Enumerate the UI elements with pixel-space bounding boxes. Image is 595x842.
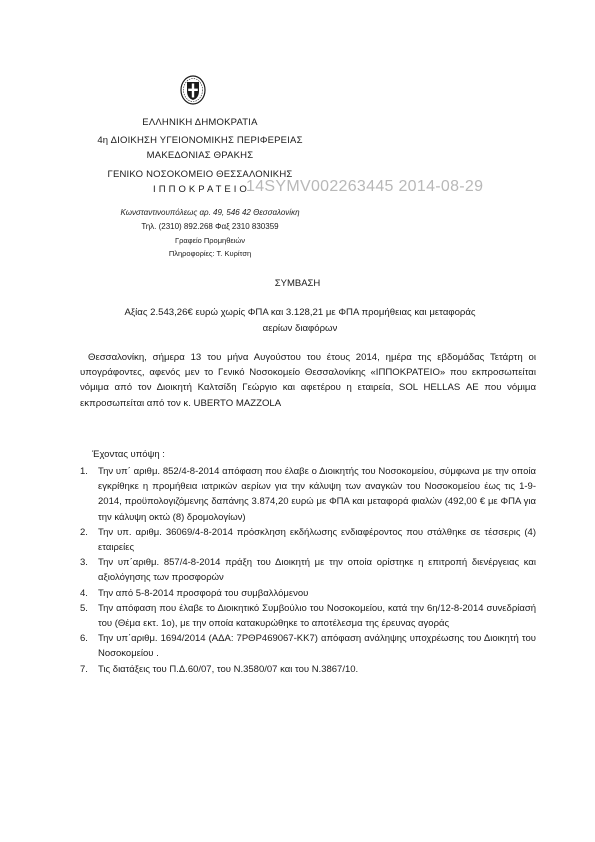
hospital-address: Κωνσταντινουπόλεως αρ. 49, 546 42 Θεσσαλονίκη: [120, 208, 300, 217]
contract-subject-line1: Αξίας 2.543,26€ ευρώ χωρίς ΦΠΑ και 3.128,21 με ΦΠΑ προμήθειας και μεταφοράς: [124, 307, 476, 318]
list-item: [80, 464, 536, 525]
registry-stamp: 14SYMV002263445 2014-08-29: [246, 178, 484, 195]
considering-heading: Έχοντας υπόψη :: [92, 449, 165, 460]
list-item-number: 3.: [80, 557, 88, 569]
list-item-text: Τις διατάξεις του Π.Δ.60/07, του Ν.3580/07 και του Ν.3867/10.: [98, 663, 359, 675]
list-item-text: Την από 5-8-2014 προσφορά του συμβαλλόμενου: [98, 587, 309, 599]
list-item-number: 1.: [80, 466, 88, 477]
list-item: [80, 525, 536, 555]
hospital-name-line2: Ι Π Π Ο Κ Ρ Α Τ Ε Ι Ο: [153, 184, 247, 195]
considerations-list: [80, 464, 536, 677]
list-item-text: Την υπ΄αριθμ. 1694/2014 (ΑΔΑ: 7ΡΘΡ469067-ΚΚ7) απόφαση ανάληψης υποχρέωσης του Διοικητή του Νοσοκομείου .: [98, 633, 536, 660]
list-item: [80, 586, 536, 601]
health-region-line2: ΜΑΚΕΔΟΝΙΑΣ ΘΡΑΚΗΣ: [146, 150, 254, 161]
list-item-number: 5.: [80, 602, 88, 614]
health-region-line1: 4η ΔΙΟΙΚΗΣΗ ΥΓΕΙΟΝΟΜΙΚΗΣ ΠΕΡΙΦΕΡΕΙΑΣ: [97, 135, 303, 146]
document-title: ΣΥΜΒΑΣΗ: [274, 278, 321, 289]
greek-coat-of-arms-icon: [180, 75, 206, 105]
list-item-number: 2.: [80, 526, 88, 538]
list-item-number: 4.: [80, 587, 88, 599]
country-name: ΕΛΛΗΝΙΚΗ ΔΗΜΟΚΡΑΤΙΑ: [142, 117, 258, 128]
contact-info: Πληροφορίες: Τ. Κυρίτση: [168, 249, 252, 258]
list-item-number: 6.: [80, 633, 88, 645]
list-item: [80, 662, 536, 677]
intro-paragraph: Θεσσαλονίκη, σήμερα 13 του μήνα Αυγούστου του έτους 2014, ημέρα της εβδομάδας Τετάρτη οι υπογράφοντες, αφενός μεν το Γενικό Νοσοκομείο Θεσσαλονίκης «ΙΠΠΟΚΡΑΤΕΙΟ» που εκπροσωπείται νόμιμα από τον Διοικητή Καλτσίδη Γεώργιο και αφετέρου η εταιρεία, SOL HELLAS ΑΕ που νόμιμα εκπροσωπείται από τον κ. UBERTO MAZZOLA: [80, 352, 536, 409]
list-item-text: Την υπ΄ αριθμ. 852/4-8-2014 απόφαση που έλαβε ο Διοικητής του Νοσοκομείου, σύμφωνα με την οποία εγκρίθηκε η προμήθεια ιατρικών αερίων για την κάλυψη των αναγκών του Νοσοκομείου έως τις 1-9-2014, προϋπολογιζόμενης δαπάνης 3.874,20 ευρώ με ΦΠΑ και μεταφορά φιαλών (492,00 € με ΦΠΑ για την κάλυψη οκτώ (8) δρομολογίων): [98, 466, 536, 523]
list-item-number: 7.: [80, 663, 88, 675]
list-item-text: Την απόφαση που έλαβε το Διοικητικό Συμβούλιο του Νοσοκομείου, κατά την 6η/12-8-2014 συνεδρίασή του (Θέμα εκτ. 1ο), με την οποία κατακυρώθηκε το αποτέλεσμα της έρευνας αγοράς: [98, 602, 536, 630]
phone-fax: Τηλ. (2310) 892.268 Φαξ 2310 830359: [141, 222, 279, 231]
contract-subject-line2: αερίων διαφόρων: [262, 323, 338, 334]
list-item: [80, 601, 536, 631]
list-item: [80, 631, 536, 661]
list-item-text: Την υπ΄αριθμ. 857/4-8-2014 πράξη του Διοικητή με την οποία ορίστηκε η επιτροπή διενέργειας και αξιολόγησης των προσφορών: [98, 557, 536, 584]
office-name: Γραφείο Προμηθειών: [175, 236, 245, 245]
hospital-name: ΓΕΝΙΚΟ ΝΟΣΟΚΟΜΕΙΟ ΘΕΣΣΑΛΟΝΙΚΗΣ: [107, 169, 293, 180]
list-item-text: Την υπ. αριθμ. 36069/4-8-2014 πρόσκληση εκδήλωσης ενδιαφέροντος που στάλθηκε σε τέσσερις (4) εταιρείες: [98, 526, 536, 554]
list-item: [80, 555, 536, 585]
